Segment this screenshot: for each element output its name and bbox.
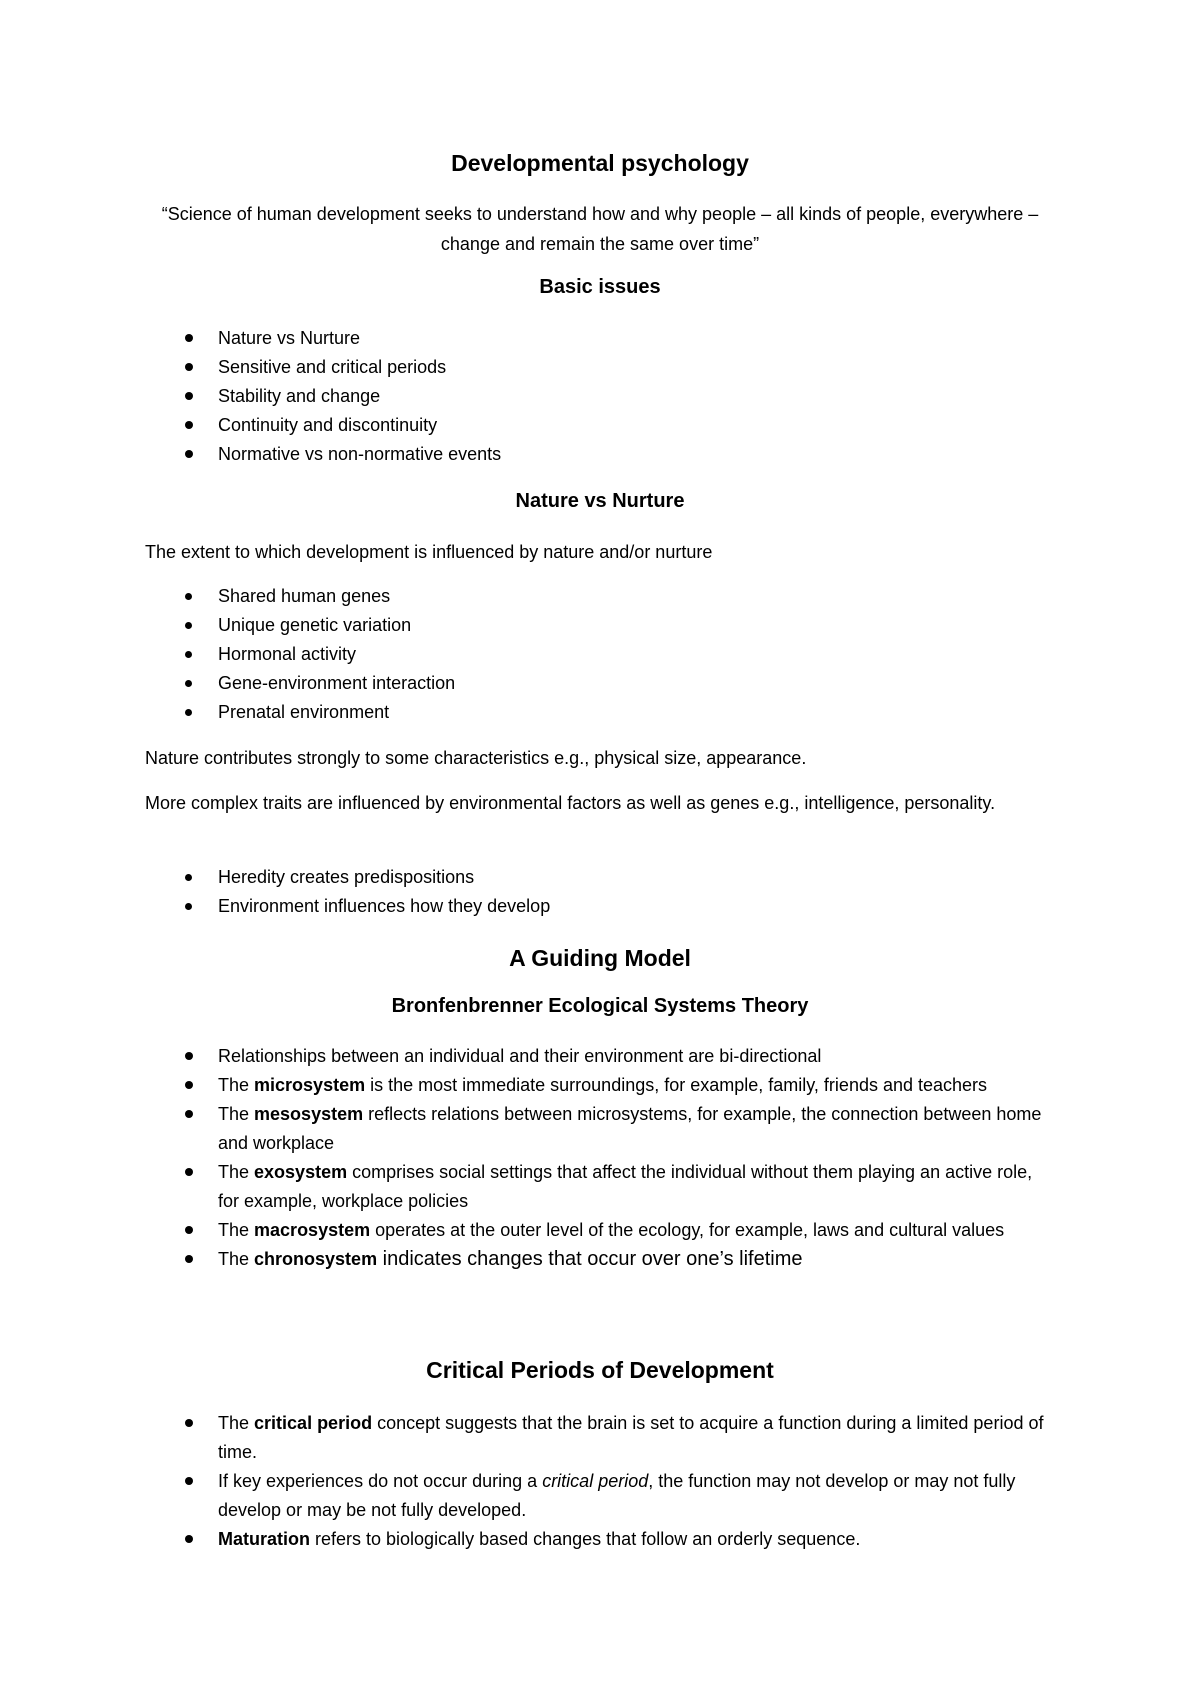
list-item: Environment influences how they develop [0,892,1055,921]
list-item: The microsystem is the most immediate surroundings, for example, family, friends and teachers [0,1071,1055,1100]
list-item: The chronosystem indicates changes that occur over one’s lifetime [0,1245,1055,1274]
list-item: Maturation refers to biologically based changes that follow an orderly sequence. [0,1525,1055,1554]
list-item: Hormonal activity [0,640,1055,669]
nature-nurture-heading: Nature vs Nurture [515,490,685,512]
list-item: Prenatal environment [0,698,1055,727]
key-term: Maturation [218,1529,310,1549]
emphasis-term: critical period [542,1471,649,1491]
key-term: microsystem [254,1075,366,1095]
ecological-systems-list [0,1042,1055,1274]
document-title: Developmental psychology [451,150,749,176]
key-term: macrosystem [254,1220,371,1240]
bullet-icon [185,392,193,400]
bullet-icon [185,680,192,687]
key-term: exosystem [254,1162,348,1182]
bullet-icon [185,1535,193,1543]
list-item: Continuity and discontinuity [0,411,1055,440]
list-item: Shared human genes [0,582,1055,611]
bullet-icon [185,1477,193,1485]
list-item: Normative vs non-normative events [0,440,1055,469]
list-item: The exosystem comprises social settings that affect the individual without them playing an active role, for example, workplace policies [0,1158,1055,1216]
bullet-icon [185,363,193,371]
bronfenbrenner-heading: Bronfenbrenner Ecological Systems Theory [391,995,809,1017]
nature-paragraph-1: Nature contributes strongly to some characteristics e.g., physical size, appearance. [145,748,807,768]
definition-quote: “Science of human development seeks to understand how and why people – all kinds of people, everywhere – change and remain the same over time” [161,204,1039,254]
list-item: Unique genetic variation [0,611,1055,640]
list-item: If key experiences do not occur during a critical period, the function may not develop or may not fully develop or may be not fully developed. [0,1467,1055,1525]
nature-paragraph-2: More complex traits are influenced by environmental factors as well as genes e.g., intelligence, personality. [145,793,996,813]
list-item: Sensitive and critical periods [0,353,1055,382]
bullet-icon [185,903,192,910]
bullet-icon [185,450,193,458]
guiding-model-heading: A Guiding Model [509,945,691,971]
bullet-icon [185,651,192,658]
basic-issues-heading: Basic issues [539,276,661,298]
bullet-icon [185,1081,193,1089]
list-item: The macrosystem operates at the outer level of the ecology, for example, laws and cultural values [0,1216,1055,1245]
basic-issues-list [0,324,1055,469]
critical-periods-list [0,1409,1055,1554]
list-item: Nature vs Nurture [0,324,1055,353]
key-term: critical period [254,1413,373,1433]
list-item: Heredity creates predispositions [0,863,1055,892]
bullet-icon [185,1168,193,1176]
nature-factors-list [0,582,1055,727]
list-item: The critical period concept suggests that the brain is set to acquire a function during a limited period of time. [0,1409,1055,1467]
bullet-icon [185,1226,193,1234]
bullet-icon [185,593,192,600]
key-term: mesosystem [254,1104,364,1124]
bullet-icon [185,622,192,629]
list-item: The mesosystem reflects relations between microsystems, for example, the connection between home and workplace [0,1100,1055,1158]
bullet-icon [185,1052,193,1060]
key-term: chronosystem [254,1249,378,1269]
bullet-icon [185,1419,193,1427]
bullet-icon [185,874,192,881]
bullet-icon [185,421,193,429]
nature-nurture-intro: The extent to which development is influenced by nature and/or nurture [145,542,713,562]
heredity-list [0,863,1055,921]
bullet-icon [185,709,192,716]
bullet-icon [185,334,193,342]
bullet-icon [185,1255,193,1263]
critical-periods-heading: Critical Periods of Development [426,1357,774,1383]
bullet-icon [185,1110,193,1118]
list-item: Relationships between an individual and their environment are bi-directional [0,1042,1055,1071]
list-item: Gene-environment interaction [0,669,1055,698]
list-item: Stability and change [0,382,1055,411]
